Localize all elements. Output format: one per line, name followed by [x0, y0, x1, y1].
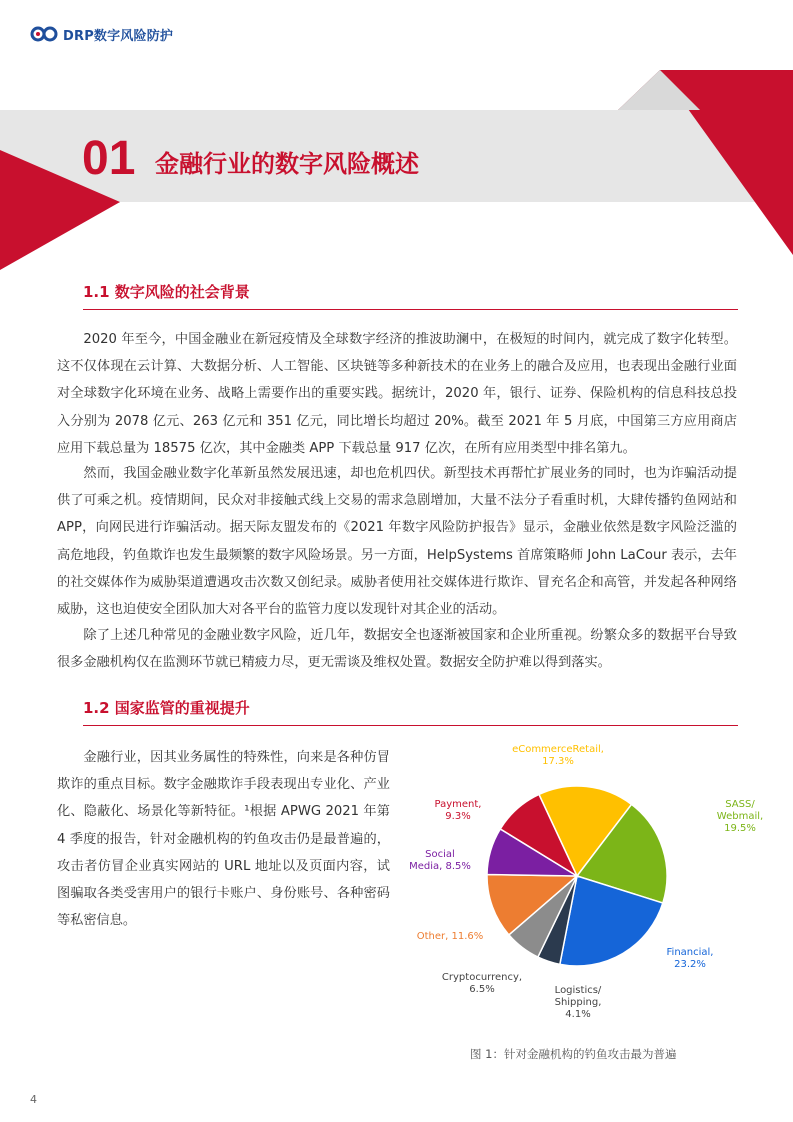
pie-label-social-media: Social Media, 8.5%	[409, 849, 471, 872]
section-heading-1-1	[83, 282, 738, 310]
pie-label-financial: Financial, 23.2%	[666, 947, 714, 970]
brand-name: DRP数字风险防护	[63, 28, 174, 44]
brand-logo	[30, 24, 173, 44]
drp-logo-icon	[30, 25, 60, 43]
paragraph: 金融行业，因其业务属性的特殊性，向来是各种仿冒欺诈的重点目标。数字金融欺诈手段表现出专业化、产业化、隐蔽化、场景化等新特征。¹根据 APWG 2021 年第 4 季度的报告，针对金融机构的钓鱼攻击仍是最普遍的，攻击者仿冒企业真实网站的 URL 地址以及页面内容，试图骗取各类受害用户的银行卡账户、身份账号、各种密码等私密信息。	[57, 750, 390, 929]
section-heading-text: 1.1 数字风险的社会背景	[83, 283, 250, 301]
section-heading-1-2	[83, 698, 738, 726]
figure-caption: 图 1：针对金融机构的钓鱼攻击最为普遍	[470, 1047, 677, 1061]
phishing-target-pie-chart	[400, 735, 793, 1035]
paragraph: 然而，我国金融业数字化革新虽然发展迅速，却也危机四伏。新型技术再帮忙扩展业务的同时，也为诈骗活动提供了可乘之机。疫情期间，民众对非接触式线上交易的需求急剧增加，大量不法分子看重时机，大肆传播钓鱼网站和 APP，向网民进行诈骗活动。据天际友盟发布的《2021 年数字风险防护报告》显示，金融业依然是数字风险泛滥的高危地段，钓鱼欺诈也发生最频繁的数字风险场景。另一方面，HelpSystems 首席策略师 John LaCour 表示，去年的社交媒体作为威胁渠道遭遇攻击次数又创纪录。威胁者使用社交媒体进行欺诈、冒充名企和高管，并发起各种网络威胁，这也迫使安全团队加大对各平台的监管力度以发现针对其企业的活动。	[57, 466, 737, 618]
section-heading-text: 1.2 国家监管的重视提升	[83, 699, 250, 717]
pie-label-cryptocurrency: Cryptocurrency, 6.5%	[441, 972, 523, 995]
pie-label-other: Other, 11.6%	[416, 931, 484, 942]
pie-label-ecommerceretail: eCommerceRetail, 17.3%	[512, 744, 604, 767]
pie-label-logistics-shipping: Logistics/ Shipping, 4.1%	[554, 985, 602, 1020]
chapter-title: 金融行业的数字风险概述	[155, 150, 419, 178]
page-number: 4	[30, 1093, 37, 1106]
chapter-number: 01	[82, 132, 136, 185]
paragraph: 2020 年至今，中国金融业在新冠疫情及全球数字经济的推波助澜中，在极短的时间内，就完成了数字化转型。这不仅体现在云计算、大数据分析、人工智能、区块链等多种新技术的在业务上的融合及应用，也表现出金融行业面对全球数字化环境在业务、战略上需要作出的重要实践。据统计，2020 年，银行、证券、保险机构的信息科技总投入分别为 2078 亿元、263 亿元和 351 亿元，同比增长均超过 20%。截至 2021 年 5 月底，中国第三方应用商店应用下载总量为 18575 亿次，其中金融类 APP 下载总量 917 亿次，在所有应用类型中排名第九。	[57, 332, 737, 456]
paragraph: 除了上述几种常见的金融业数字风险，近几年，数据安全也逐渐被国家和企业所重视。纷繁众多的数据平台导致很多金融机构仅在监测环节就已精疲力尽，更无需谈及维权处置。数据安全防护难以得到落实。	[57, 628, 737, 671]
pie-label-sass-webmail: SASS/ Webmail, 19.5%	[716, 799, 764, 834]
pie-label-payment: Payment, 9.3%	[434, 799, 482, 822]
